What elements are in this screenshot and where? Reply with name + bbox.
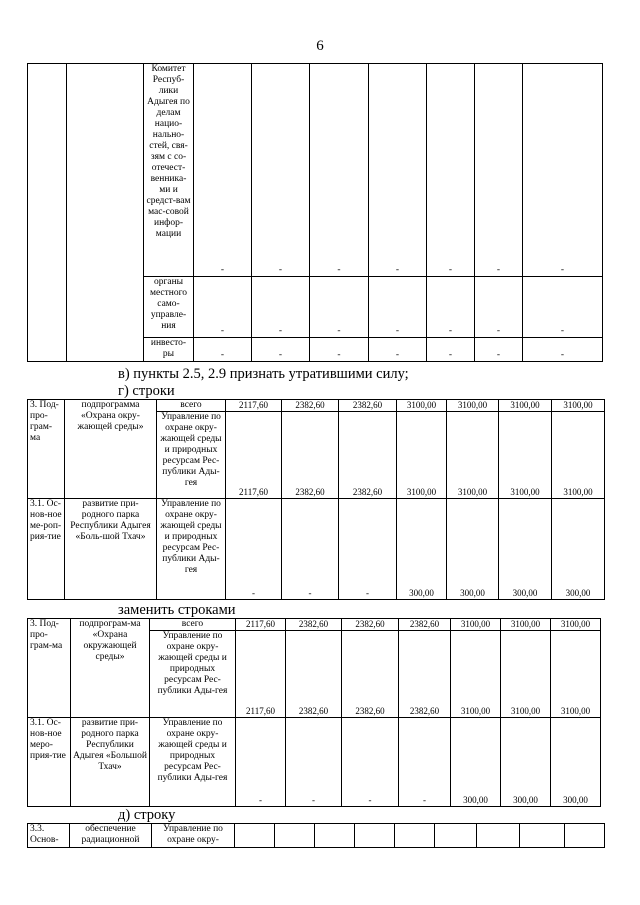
name-cell	[67, 64, 144, 362]
value-cell: -	[252, 338, 310, 362]
value-cell: -	[427, 277, 475, 338]
total-value: 2382,60	[342, 619, 399, 631]
value-cell	[477, 824, 520, 848]
activity-value: 300,00	[499, 499, 552, 600]
value-cell: -	[475, 338, 523, 362]
total-value: 3100,00	[447, 400, 499, 412]
total-value: 2382,60	[282, 400, 339, 412]
total-value: 3100,00	[451, 619, 501, 631]
number-cell	[28, 64, 67, 362]
executor-value: 3100,00	[451, 631, 501, 718]
value-cell: -	[252, 277, 310, 338]
value-cell: -	[427, 338, 475, 362]
executor-cell: Управление по охране окру-жающей среды и природных ресурсам Рес-публики Ады-гея	[157, 412, 226, 499]
value-cell: -	[194, 64, 252, 277]
activity-value: 300,00	[397, 499, 447, 600]
value-cell: -	[475, 277, 523, 338]
executor-cell: Управление по охране окру-жающей среды и природных ресурсам Рес-публики Ады-гея	[157, 499, 226, 600]
total-value: 2382,60	[286, 619, 342, 631]
activity-value: 300,00	[451, 718, 501, 807]
activity-value: -	[399, 718, 451, 807]
value-cell	[275, 824, 315, 848]
activity-value: 300,00	[551, 718, 601, 807]
total-value: 3100,00	[397, 400, 447, 412]
activity-name: развитие при-родного парка Республики Адыгея «Боль-шой Тхач»	[65, 499, 157, 600]
value-cell	[235, 824, 275, 848]
activity-value: 300,00	[501, 718, 551, 807]
executor-cell: Управление по охране окру-жающей среды и природных ресурсам Рес-публики Ады-гея	[150, 631, 236, 718]
executor-value: 3100,00	[447, 412, 499, 499]
executor-cell: Комитет Респуб-лики Адыгея по делам нацио-нально-стей, свя-зям с со-отечест-венника-ми и средст-вам мас-совой инфор-мации	[144, 64, 194, 277]
executor-value: 2117,60	[226, 412, 282, 499]
value-cell: -	[369, 277, 427, 338]
executor-cell: Управление по охране окру-	[152, 824, 235, 848]
executor-value: 2382,60	[286, 631, 342, 718]
executor-value: 3100,00	[552, 412, 605, 499]
total-value: 3100,00	[552, 400, 605, 412]
value-cell	[435, 824, 477, 848]
value-cell: -	[427, 64, 475, 277]
total-value: 3100,00	[499, 400, 552, 412]
activity-value: 300,00	[552, 499, 605, 600]
heading-g: г) строки	[118, 383, 175, 399]
subprogram-number: 3. Под-про-грам-ма	[28, 400, 65, 499]
page-number: 6	[316, 38, 324, 54]
old-rows-table	[27, 399, 605, 600]
executor-cell: инвесто-ры	[144, 338, 194, 362]
value-cell: -	[475, 64, 523, 277]
value-cell	[565, 824, 605, 848]
heading-replace: заменить строками	[118, 602, 236, 618]
value-cell	[395, 824, 435, 848]
activity-value: -	[342, 718, 399, 807]
total-value: 2117,60	[226, 400, 282, 412]
value-cell	[520, 824, 565, 848]
activity-number: 3.1. Ос-нов-ное меро-прия-тие	[28, 718, 71, 807]
row-d-table	[27, 823, 605, 848]
total-value: 2382,60	[399, 619, 451, 631]
value-cell: -	[310, 64, 369, 277]
executor-value: 3100,00	[551, 631, 601, 718]
total-value: 2117,60	[236, 619, 286, 631]
executor-value: 2382,60	[399, 631, 451, 718]
value-cell	[355, 824, 395, 848]
activity-value: -	[236, 718, 286, 807]
heading-v: в) пункты 2.5, 2.9 признать утратившими силу;	[118, 366, 409, 382]
activity-name: обеспечение радиационной	[70, 824, 152, 848]
total-label: всего	[150, 619, 236, 631]
executor-value: 3100,00	[397, 412, 447, 499]
executor-value: 2382,60	[342, 631, 399, 718]
executor-cell: органы местного само-управле-ния	[144, 277, 194, 338]
value-cell: -	[252, 64, 310, 277]
new-rows-table	[27, 618, 601, 807]
value-cell: -	[523, 338, 603, 362]
total-value: 3100,00	[551, 619, 601, 631]
total-label: всего	[157, 400, 226, 412]
top-table	[27, 63, 603, 362]
subprogram-name: подпрограмма «Охрана окру-жающей среды»	[65, 400, 157, 499]
executor-value: 2382,60	[339, 412, 397, 499]
executor-value: 3100,00	[501, 631, 551, 718]
subprogram-name: подпрограм-ма «Охрана окружающей среды»	[71, 619, 150, 718]
executor-cell: Управление по охране окру-жающей среды и природных ресурсам Рес-публики Ады-гея	[150, 718, 236, 807]
value-cell: -	[310, 338, 369, 362]
total-value: 3100,00	[501, 619, 551, 631]
total-value: 2382,60	[339, 400, 397, 412]
activity-value: 300,00	[447, 499, 499, 600]
executor-value: 2382,60	[282, 412, 339, 499]
activity-number: 3.1. Ос-нов-ное ме-роп-рия-тие	[28, 499, 65, 600]
value-cell	[315, 824, 355, 848]
value-cell: -	[523, 277, 603, 338]
activity-value: -	[339, 499, 397, 600]
value-cell: -	[310, 277, 369, 338]
heading-d: д) строку	[118, 807, 176, 823]
value-cell: -	[194, 277, 252, 338]
value-cell: -	[194, 338, 252, 362]
activity-value: -	[286, 718, 342, 807]
value-cell: -	[523, 64, 603, 277]
executor-value: 3100,00	[499, 412, 552, 499]
activity-value: -	[226, 499, 282, 600]
subprogram-number: 3. Под-про-грам-ма	[28, 619, 71, 718]
value-cell: -	[369, 338, 427, 362]
executor-value: 2117,60	[236, 631, 286, 718]
activity-value: -	[282, 499, 339, 600]
value-cell: -	[369, 64, 427, 277]
activity-number: 3.3. Основ-	[28, 824, 70, 848]
activity-name: развитие при-родного парка Республики Адыгея «Большой Тхач»	[71, 718, 150, 807]
